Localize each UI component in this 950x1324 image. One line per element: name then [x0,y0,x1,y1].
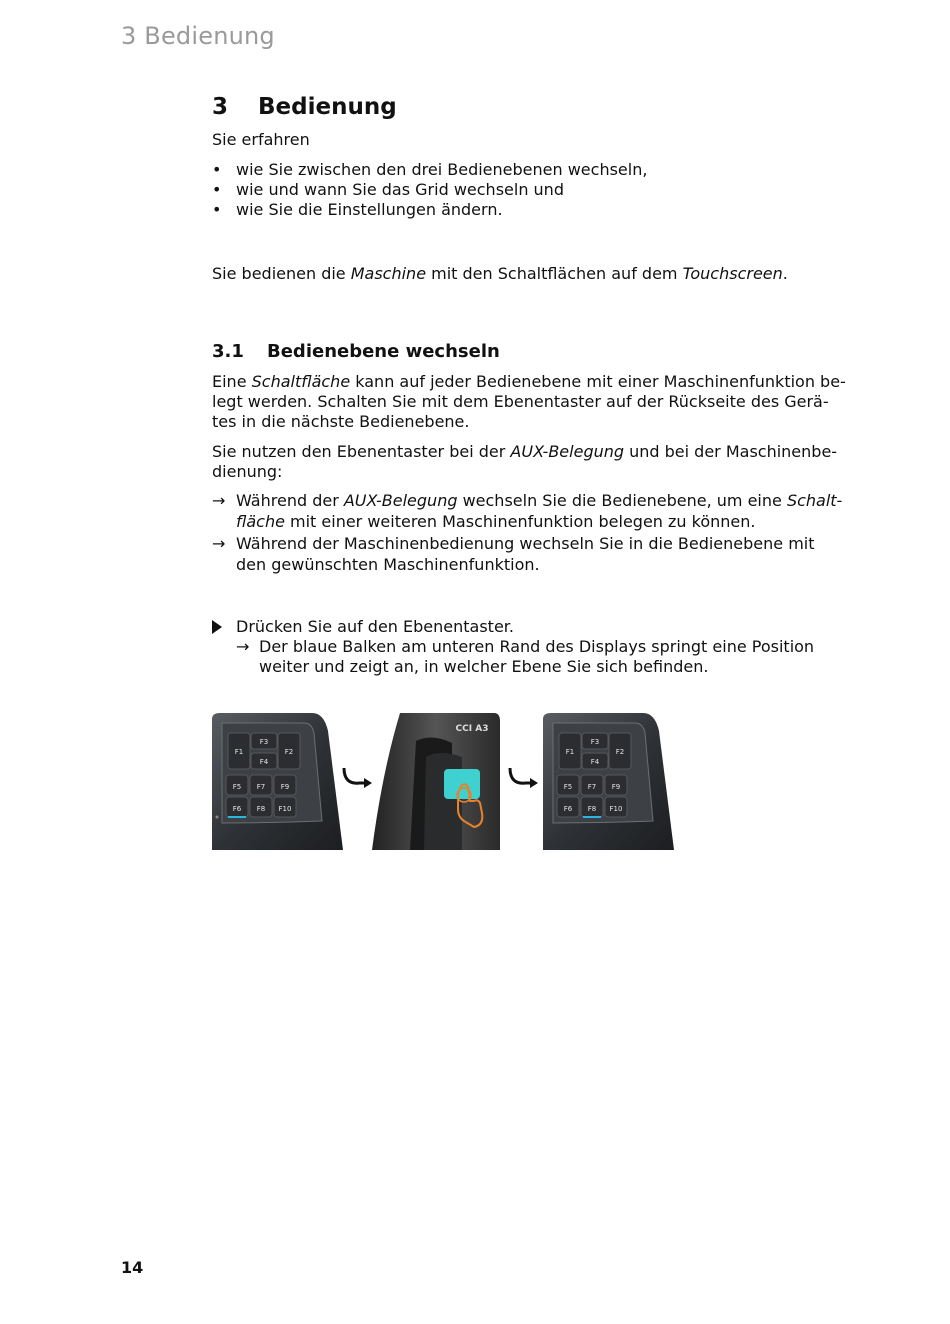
text-run: tes in die nächste Bedienebene. [212,412,470,431]
key-label: F10 [278,805,292,813]
text-run: weiter und zeigt an, in welcher Ebene Sie sich befinden. [259,657,709,676]
page-number: 14 [121,1258,144,1277]
level-indicator-bar [228,816,246,818]
key-label: F10 [609,805,623,813]
intro-bullet: • wie Sie zwischen den drei Bedienebenen wechseln, [212,160,862,180]
text-run: Während der [236,491,344,510]
text-run: Während der Maschinenbedienung wechseln Sie in die Bedienebene mit [236,534,815,553]
key-label: F4 [590,758,600,766]
chapter-heading [212,92,862,122]
intro-bullet: • wie Sie die Einstellungen ändern. [212,200,862,220]
device-back-middle [372,713,500,850]
intro-sentence [212,264,862,284]
key-label: F8 [256,805,266,813]
key-label: F2 [615,748,625,756]
text-run: legt werden. Schalten Sie mit dem Ebenentaster auf der Rückseite des Gerä- [212,392,829,411]
key-label: F6 [232,805,242,813]
section-paragraph-2 [212,442,862,482]
device-front-left [212,713,343,850]
consequence-list [212,490,862,575]
page-content [212,92,862,677]
text-run: Der blaue Balken am unteren Rand des Displays springt eine Position [259,637,815,656]
term-aux-belegung: AUX-Belegung [510,442,625,461]
text-run: mit einer weiteren Maschinenfunktion belegen zu können. [284,512,756,531]
curved-arrow-icon [344,768,366,783]
key-label: F3 [590,738,600,746]
term-aux-belegung: AUX-Belegung [343,491,458,510]
consequence-item [212,533,862,575]
key-label: F1 [565,748,575,756]
term-machine: Maschine [350,264,427,283]
section-title: Bedienebene wechseln [267,341,500,362]
text-run: kann auf jeder Bedienebene mit einer Maschinenfunktion be- [350,372,846,391]
key-label: F5 [232,783,242,791]
term-touchscreen: Touchscreen [682,264,783,283]
key-label: F2 [284,748,294,756]
section-number: 3.1 [212,341,244,362]
chapter-title: Bedienung [258,94,397,120]
key-label: F5 [563,783,573,791]
chapter-number: 3 [212,94,229,120]
intro-lead: Sie erfahren [212,130,310,149]
term-schaltflaeche: Schalt- [786,491,843,510]
intro-bullet-list [212,160,862,220]
running-header: 3 Bedienung [121,22,275,50]
key-label: F3 [259,738,269,746]
level-indicator-bar [583,816,601,818]
term-schaltflaeche: fläche [236,512,285,531]
step-text: Drücken Sie auf den Ebenentaster. [236,617,514,636]
arrow-right-icon: → [212,534,226,553]
arrow-right-icon: → [236,637,250,656]
key-label: F4 [259,758,269,766]
device-label: CCI A3 [455,724,489,734]
device-front-right [543,713,674,850]
text-run: Sie bedienen die [212,264,351,283]
instruction-step [212,617,862,677]
key-label: F6 [563,805,573,813]
step-triangle-icon [212,620,222,634]
text-run: und bei der Maschinenbe- [624,442,838,461]
section-paragraph-1 [212,372,862,432]
section-heading [212,340,862,364]
text-run: Sie nutzen den Ebenentaster bei der [212,442,511,461]
consequence-item [212,490,862,532]
intro-bullet: • wie und wann Sie das Grid wechseln und [212,180,862,200]
key-label: F7 [256,783,266,791]
text-run: den gewünschten Maschinenfunktion. [236,555,540,574]
text-run: wechseln Sie die Bedienebene, um eine [457,491,787,510]
key-label: F1 [234,748,244,756]
curved-arrow-icon [510,768,532,783]
key-label: F9 [611,783,621,791]
arrow-right-icon: → [212,491,226,510]
key-label: F9 [280,783,290,791]
term-schaltflaeche: Schaltfläche [251,372,351,391]
text-run: mit den Schaltflächen auf dem [426,264,683,283]
key-label: F8 [587,805,597,813]
key-label: F7 [587,783,597,791]
step-result [236,637,862,677]
text-run: Eine [212,372,252,391]
text-run: . [782,264,788,283]
device-illustration [212,713,674,850]
text-run: dienung: [212,462,283,481]
